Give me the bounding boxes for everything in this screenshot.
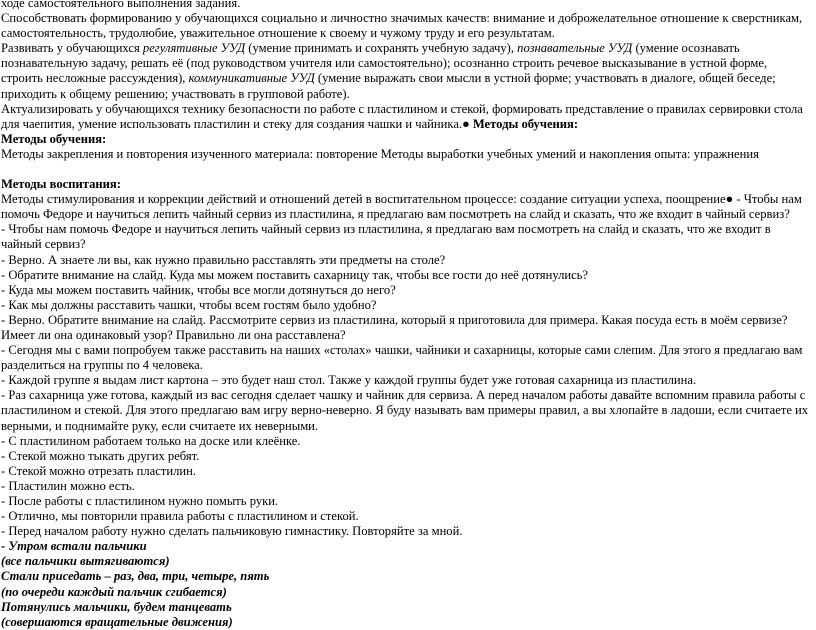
poem-note: (все пальчики вытягиваются) <box>1 554 170 569</box>
italic-term: регулятивные УУД <box>142 41 246 56</box>
section-heading: Методы воспитания: <box>1 177 121 192</box>
dialogue-line: - Верно. А знаете ли вы, как нужно правильно расставлять эти предметы на столе? <box>1 252 446 267</box>
italic-term: коммуникативные УУД <box>188 71 315 86</box>
text-span: (умение осознавать познавательную задачу, решать её (под руководством учителя или самостоятельно); осознанно строить речевое высказывание в устной форме, строить несложные рассуждения), <box>1 41 768 86</box>
text-span: (умение выражать свои мысли в устной форме; участвовать в диалоге, общей беседе; приходить к общему решению; участвовать в групповой работе). <box>1 71 776 101</box>
document-body <box>1 0 811 630</box>
dialogue-line: - Перед началом работу нужно сделать пальчиковую гимнастику. Повторяйте за мной. <box>1 524 463 539</box>
dialogue-line: - Верно. Обратите внимание на слайд. Рассмотрите сервиз из пластилина, который я приготовила для примера. Какая посуда есть в моём сервизе? Имеет ли она одинаковый узор? Правильно ли она расставлена? <box>1 312 788 342</box>
dialogue-line: - После работы с пластилином нужно помыть руки. <box>1 494 279 508</box>
text-paragraph: Методы закрепления и повторения изученного материала: повторение Методы выработки учебных умений и накопления опыта: упражнения <box>1 146 759 161</box>
text-span: (умение принимать и сохранять учебную задачу), <box>245 41 518 56</box>
text-line: ходе самостоятельного выполнения задания. <box>1 0 241 10</box>
bold-heading: Методы обучения: <box>472 116 579 131</box>
poem-line: - Утром встали пальчики <box>1 539 147 554</box>
poem-line: Стали приседать – раз, два, три, четыре, пять <box>1 569 270 584</box>
poem-note: (по очереди каждый пальчик сгибается) <box>1 584 227 599</box>
bullet-icon: ● <box>725 192 734 207</box>
text-paragraph: Способствовать формированию у обучающихся социально и личностно значимых качеств: внимание и доброжелательное отношение к сверстникам, самостоятельность, трудолюбие, уважительное отношение к своему и чужому труду и его результатам. <box>1 11 803 41</box>
dialogue-line: - Раз сахарница уже готова, каждый из вас сегодня сделает чашку и чайник для сервиза. А перед началом работы давайте вспомним правила работы с пластилином и стекой. Для этого предлагаю вам игру верно-неверно. Я буду называть вам примеры правил, а вы хлопайте в ладоши, если считаете их верными, и поднимайте руку, если считаете их неверными. <box>1 388 809 433</box>
dialogue-line: - Чтобы нам помочь Федоре и научиться лепить чайный сервиз из пластилина, я предлагаю вам посмотреть на слайд и сказать, что же входит в чайный сервиз? <box>1 222 771 252</box>
poem-note: (совершаются вращательные движения) <box>1 614 233 629</box>
bullet-icon: ● <box>462 116 473 131</box>
italic-term: познавательные УУД <box>517 41 633 56</box>
dialogue-line: - Пластилин можно есть. <box>1 478 135 493</box>
poem-line: Потянулись мальчики, будем танцевать <box>1 599 232 614</box>
dialogue-line: - Каждой группе я выдам лист картона – это будет наш стол. Также у каждой группы будет уже готовая сахарница из пластилина. <box>1 373 697 388</box>
text-paragraph <box>1 41 811 101</box>
dialogue-line: - Куда мы можем поставить чайник, чтобы все могли дотянуться до него? <box>1 282 396 297</box>
dialogue-line: - Отлично, мы повторили правила работы с пластилином и стекой. <box>1 509 359 524</box>
text-paragraph <box>1 192 811 222</box>
dialogue-line: - Стекой можно отрезать пластилин. <box>1 463 196 478</box>
dialogue-line: - Стекой можно тыкать других ребят. <box>1 448 200 463</box>
dialogue-line: - Обратите внимание на слайд. Куда мы можем поставить сахарницу так, чтобы все гости до неё дотянулись? <box>1 267 589 282</box>
text-span: Актуализировать у обучающихся технику безопасности по работе с пластилином и стекой, формировать представление о правилах сервировки стола для чаепития, умение использовать пластилин и стеку для создания чашки и чайника. <box>1 101 803 131</box>
text-span: Развивать у обучающихся <box>1 41 143 56</box>
blank-line <box>1 162 811 177</box>
text-paragraph <box>1 102 811 132</box>
text-span: - Чтобы нам помочь Федоре и научиться лепить чайный сервиз из пластилина, я предлагаю вам посмотреть на слайд и сказать, что же входит в чайный сервиз? <box>1 192 802 222</box>
section-heading: Методы обучения: <box>1 131 107 146</box>
dialogue-line: - Как мы должны расставить чашки, чтобы всем гостям было удобно? <box>1 297 377 312</box>
dialogue-line: - С пластилином работаем только на доске или клеёнке. <box>1 433 301 448</box>
dialogue-line: - Сегодня мы с вами попробуем также расставить на наших «столах» чашки, чайники и сахарницы, которые сами слепим. Для этого я предлагаю вам разделиться на группы по 4 человека. <box>1 343 803 373</box>
text-span: Методы стимулирования и коррекции действий и отношений детей в воспитательном процессе: создание ситуации успеха, поощрение <box>1 192 726 207</box>
